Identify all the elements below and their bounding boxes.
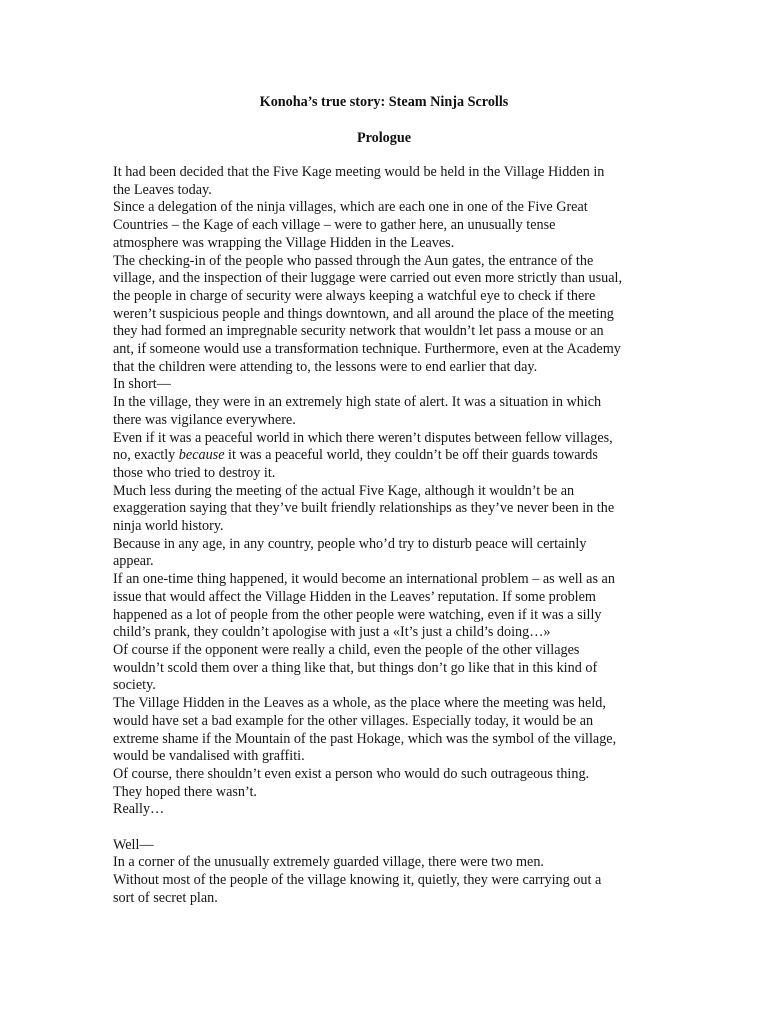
paragraph-text-after: it was a peaceful world, they couldn’t be off their guards towards those who tried to destroy it. [113, 447, 598, 481]
paragraph: Much less during the meeting of the actual Five Kage, although it wouldn’t be an exaggeration saying that they’ve built friendly relationships as they’ve never been in the ninja world history. [113, 482, 615, 535]
paragraph: Because in any age, in any country, people who’d try to disturb peace will certainly appear. [113, 535, 587, 570]
paragraph: In short— [113, 376, 171, 393]
document-title: Konoha’s true story: Steam Ninja Scrolls [259, 94, 509, 110]
paragraph: In a corner of the unusually extremely guarded village, there were two men. [113, 854, 544, 871]
emphasized-word: because [178, 447, 225, 464]
paragraph: Without most of the people of the village knowing it, quietly, they were carrying out a sort of secret plan. [113, 872, 602, 906]
paragraph: Since a delegation of the ninja villages, which are each one in one of the Five Great Countries – the Kage of each village – were to gather here, an unusually tense atmosphere was wrapping the Village Hidden in the Leaves. [113, 199, 588, 251]
paragraph: The Village Hidden in the Leaves as a whole, as the place where the meeting was held, would have set a bad example for the other villages. Especially today, it would be an extreme shame if the Mountain of the past Hokage, which was the symbol of the village, would be vandalised with graffiti. [113, 695, 617, 765]
document-body [113, 164, 665, 908]
blank-line [113, 819, 665, 837]
paragraph: Of course, there shouldn’t even exist a person who would do such outrageous thing. [113, 765, 590, 782]
paragraph-with-emphasis [113, 430, 665, 483]
paragraph: Well— [113, 836, 154, 853]
paragraph-text-before: Even if it was a peaceful world in which there weren’t disputes between fellow villages, no, exactly [113, 429, 613, 464]
paragraph: Really… [113, 801, 165, 818]
paragraph: In the village, they were in an extremely high state of alert. It was a situation in which there was vigilance everywhere. [113, 394, 602, 428]
paragraph: The checking-in of the people who passed through the Aun gates, the entrance of the village, and the inspection of their luggage were carried out even more strictly than usual, the people in charge of security were always keeping a watchful eye to check if there weren’t suspicious people and things downtown, and all around the place of the meeting they had formed an impregnable security network that wouldn’t let pass a mouse or an ant, if someone would use a transformation technique. Furthermore, even at the Academy that the children were attending to, the lessons were to end earlier that day. [113, 252, 622, 375]
paragraph: It had been decided that the Five Kage meeting would be held in the Village Hidden in the Leaves today. [113, 164, 605, 198]
chapter-heading: Prologue [356, 130, 412, 146]
paragraph: If an one-time thing happened, it would become an international problem – as well as an issue that would affect the Village Hidden in the Leaves’ reputation. If some problem happened as a lot of people from the other people were watching, even if it was a silly child’s prank, they couldn’t apologise with just a «It’s just a child’s doing…» [113, 571, 615, 641]
paragraph: Of course if the opponent were really a child, even the people of the other villages wouldn’t scold them over a thing like that, but things don’t go like that in this kind of society. [113, 641, 598, 694]
paragraph: They hoped there wasn’t. [113, 783, 257, 800]
